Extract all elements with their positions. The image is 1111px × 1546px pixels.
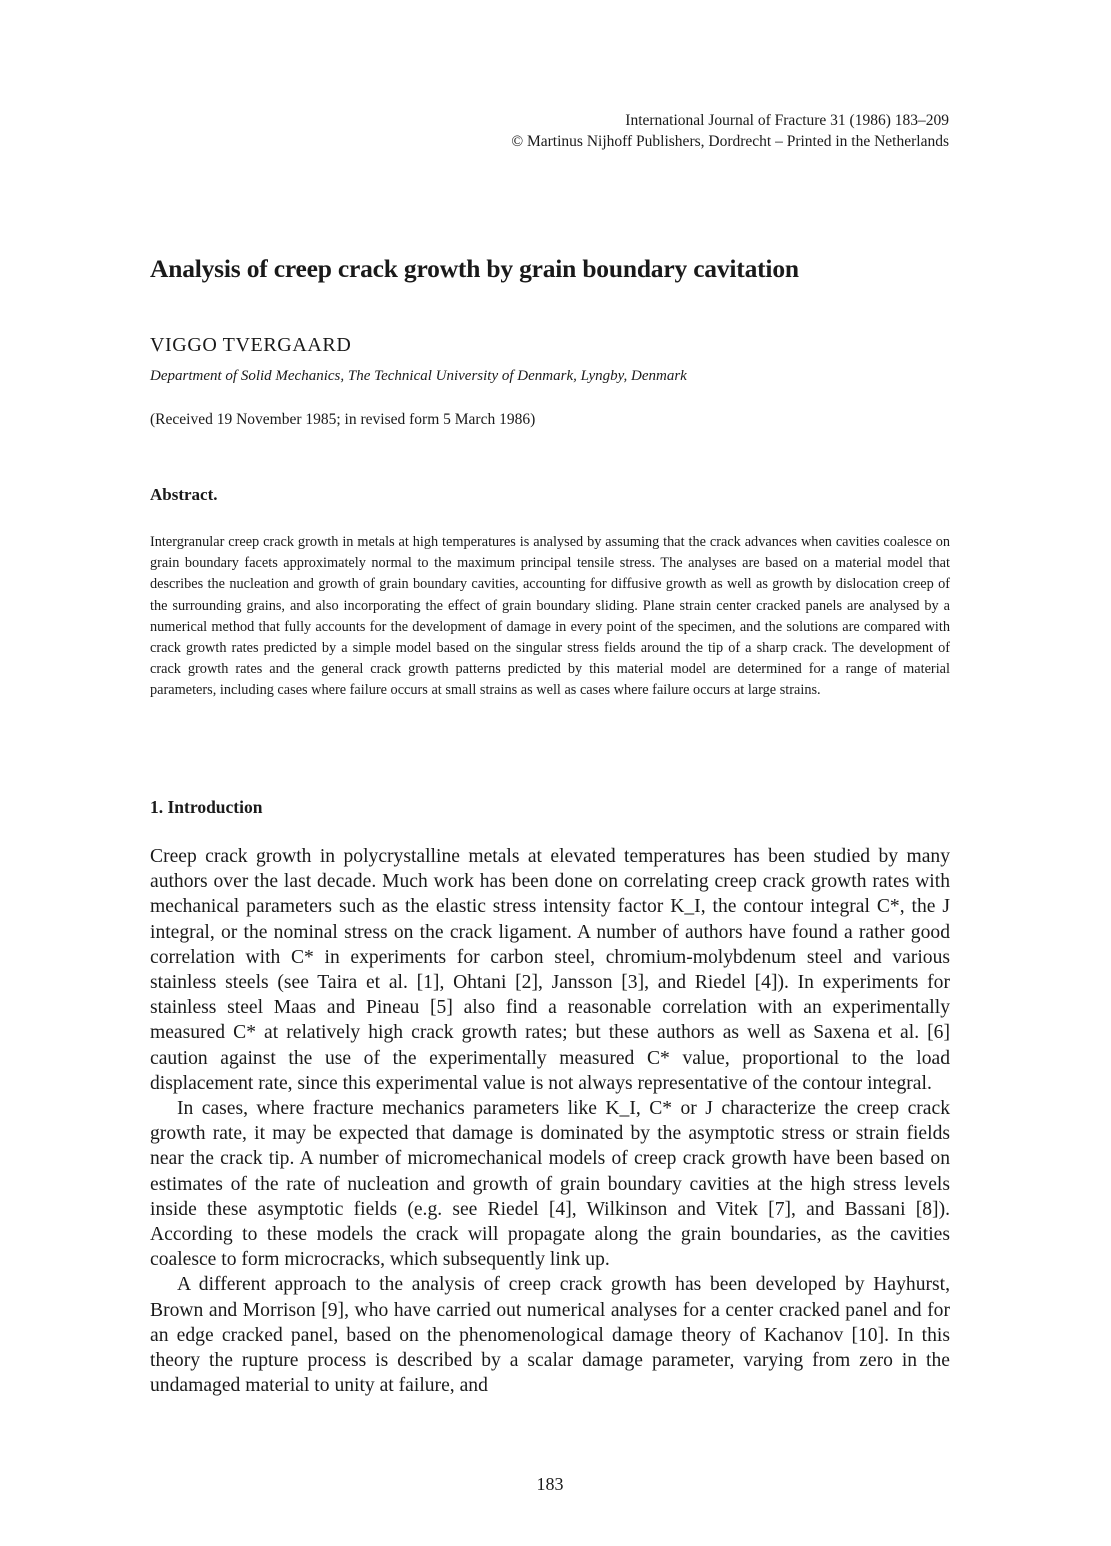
intro-paragraph: Creep crack growth in polycrystalline metals at elevated temperatures has been studied by many authors over the last decade. Much work has been done on correlating creep crack growth rates with mechanical parameters such as the elastic stress intensity factor K_I, the contour integral C*, the J integral, or the nominal stress on the crack ligament. A number of authors have found a rather good correlation with C* in experiments for carbon steel, chromium-molybdenum steel and various stainless steels (see Taira et al. [1], Ohtani [2], Jansson [3], and Riedel [4]). In experiments for stainless steel Maas and Pineau [5] also find a reasonable correlation with an experimentally measured C* at relatively high crack growth rates; but these authors as well as Saxena et al. [6] caution against the use of the experimentally measured C* value, proportional to the load displacement rate, since this experimental value is not always representative of the contour integral. — [150, 846, 950, 1094]
journal-header — [511, 110, 949, 152]
journal-citation: International Journal of Fracture 31 (1986) 183–209 — [625, 112, 949, 129]
author-affiliation: Department of Solid Mechanics, The Technical University of Denmark, Lyngby, Denmark — [150, 368, 687, 384]
publisher-line: © Martinus Nijhoff Publishers, Dordrecht – Printed in the Netherlands — [511, 133, 949, 150]
introduction-body — [150, 844, 950, 1398]
section-heading-introduction: 1. Introduction — [150, 797, 263, 817]
intro-paragraph: In cases, where fracture mechanics parameters like K_I, C* or J characterize the creep crack growth rate, it may be expected that damage is dominated by the asymptotic stress or strain fields near the crack tip. A number of micromechanical models of creep crack growth have been based on estimates of the rate of nucleation and growth of grain boundary cavities at the high stress levels inside these asymptotic fields (e.g. see Riedel [4], Wilkinson and Vitek [7], and Bassani [8]). According to these models the crack will propagate along the grain boundaries, as the cavities coalesce to form microcracks, which subsequently link up. — [150, 1098, 950, 1271]
abstract-heading: Abstract. — [150, 485, 218, 504]
paper-title: Analysis of creep crack growth by grain boundary cavitation — [150, 254, 799, 283]
author-name: VIGGO TVERGAARD — [150, 334, 352, 356]
intro-paragraph: A different approach to the analysis of creep crack growth has been developed by Hayhurst, Brown and Morrison [9], who have carried out numerical analyses for a center cracked panel and for an edge cracked panel, based on the phenomenological damage theory of Kachanov [10]. In this theory the rupture process is described by a scalar damage parameter, varying from zero in the undamaged material to unity at failure, and — [150, 1274, 950, 1397]
page-number: 183 — [536, 1474, 564, 1494]
received-dates: (Received 19 November 1985; in revised form 5 March 1986) — [150, 411, 536, 428]
abstract-text: Intergranular creep crack growth in metals at high temperatures is analysed by assuming that the crack advances when cavities coalesce on grain boundary facets approximately normal to the maximum principal tensile stress. The analyses are based on a material model that describes the nucleation and growth of grain boundary cavities, accounting for diffusive growth as well as growth by dislocation creep of the surrounding grains, and also incorporating the effect of grain boundary sliding. Plane strain center cracked panels are analysed by a numerical method that fully accounts for the development of damage in every point of the specimen, and the solutions are compared with crack growth rates predicted by a simple model based on the singular stress fields around the tip of a sharp crack. The development of crack growth rates and the general crack growth patterns predicted by this material model are determined for a range of material parameters, including cases where failure occurs at small strains as well as cases where failure occurs at large strains. — [150, 534, 950, 699]
